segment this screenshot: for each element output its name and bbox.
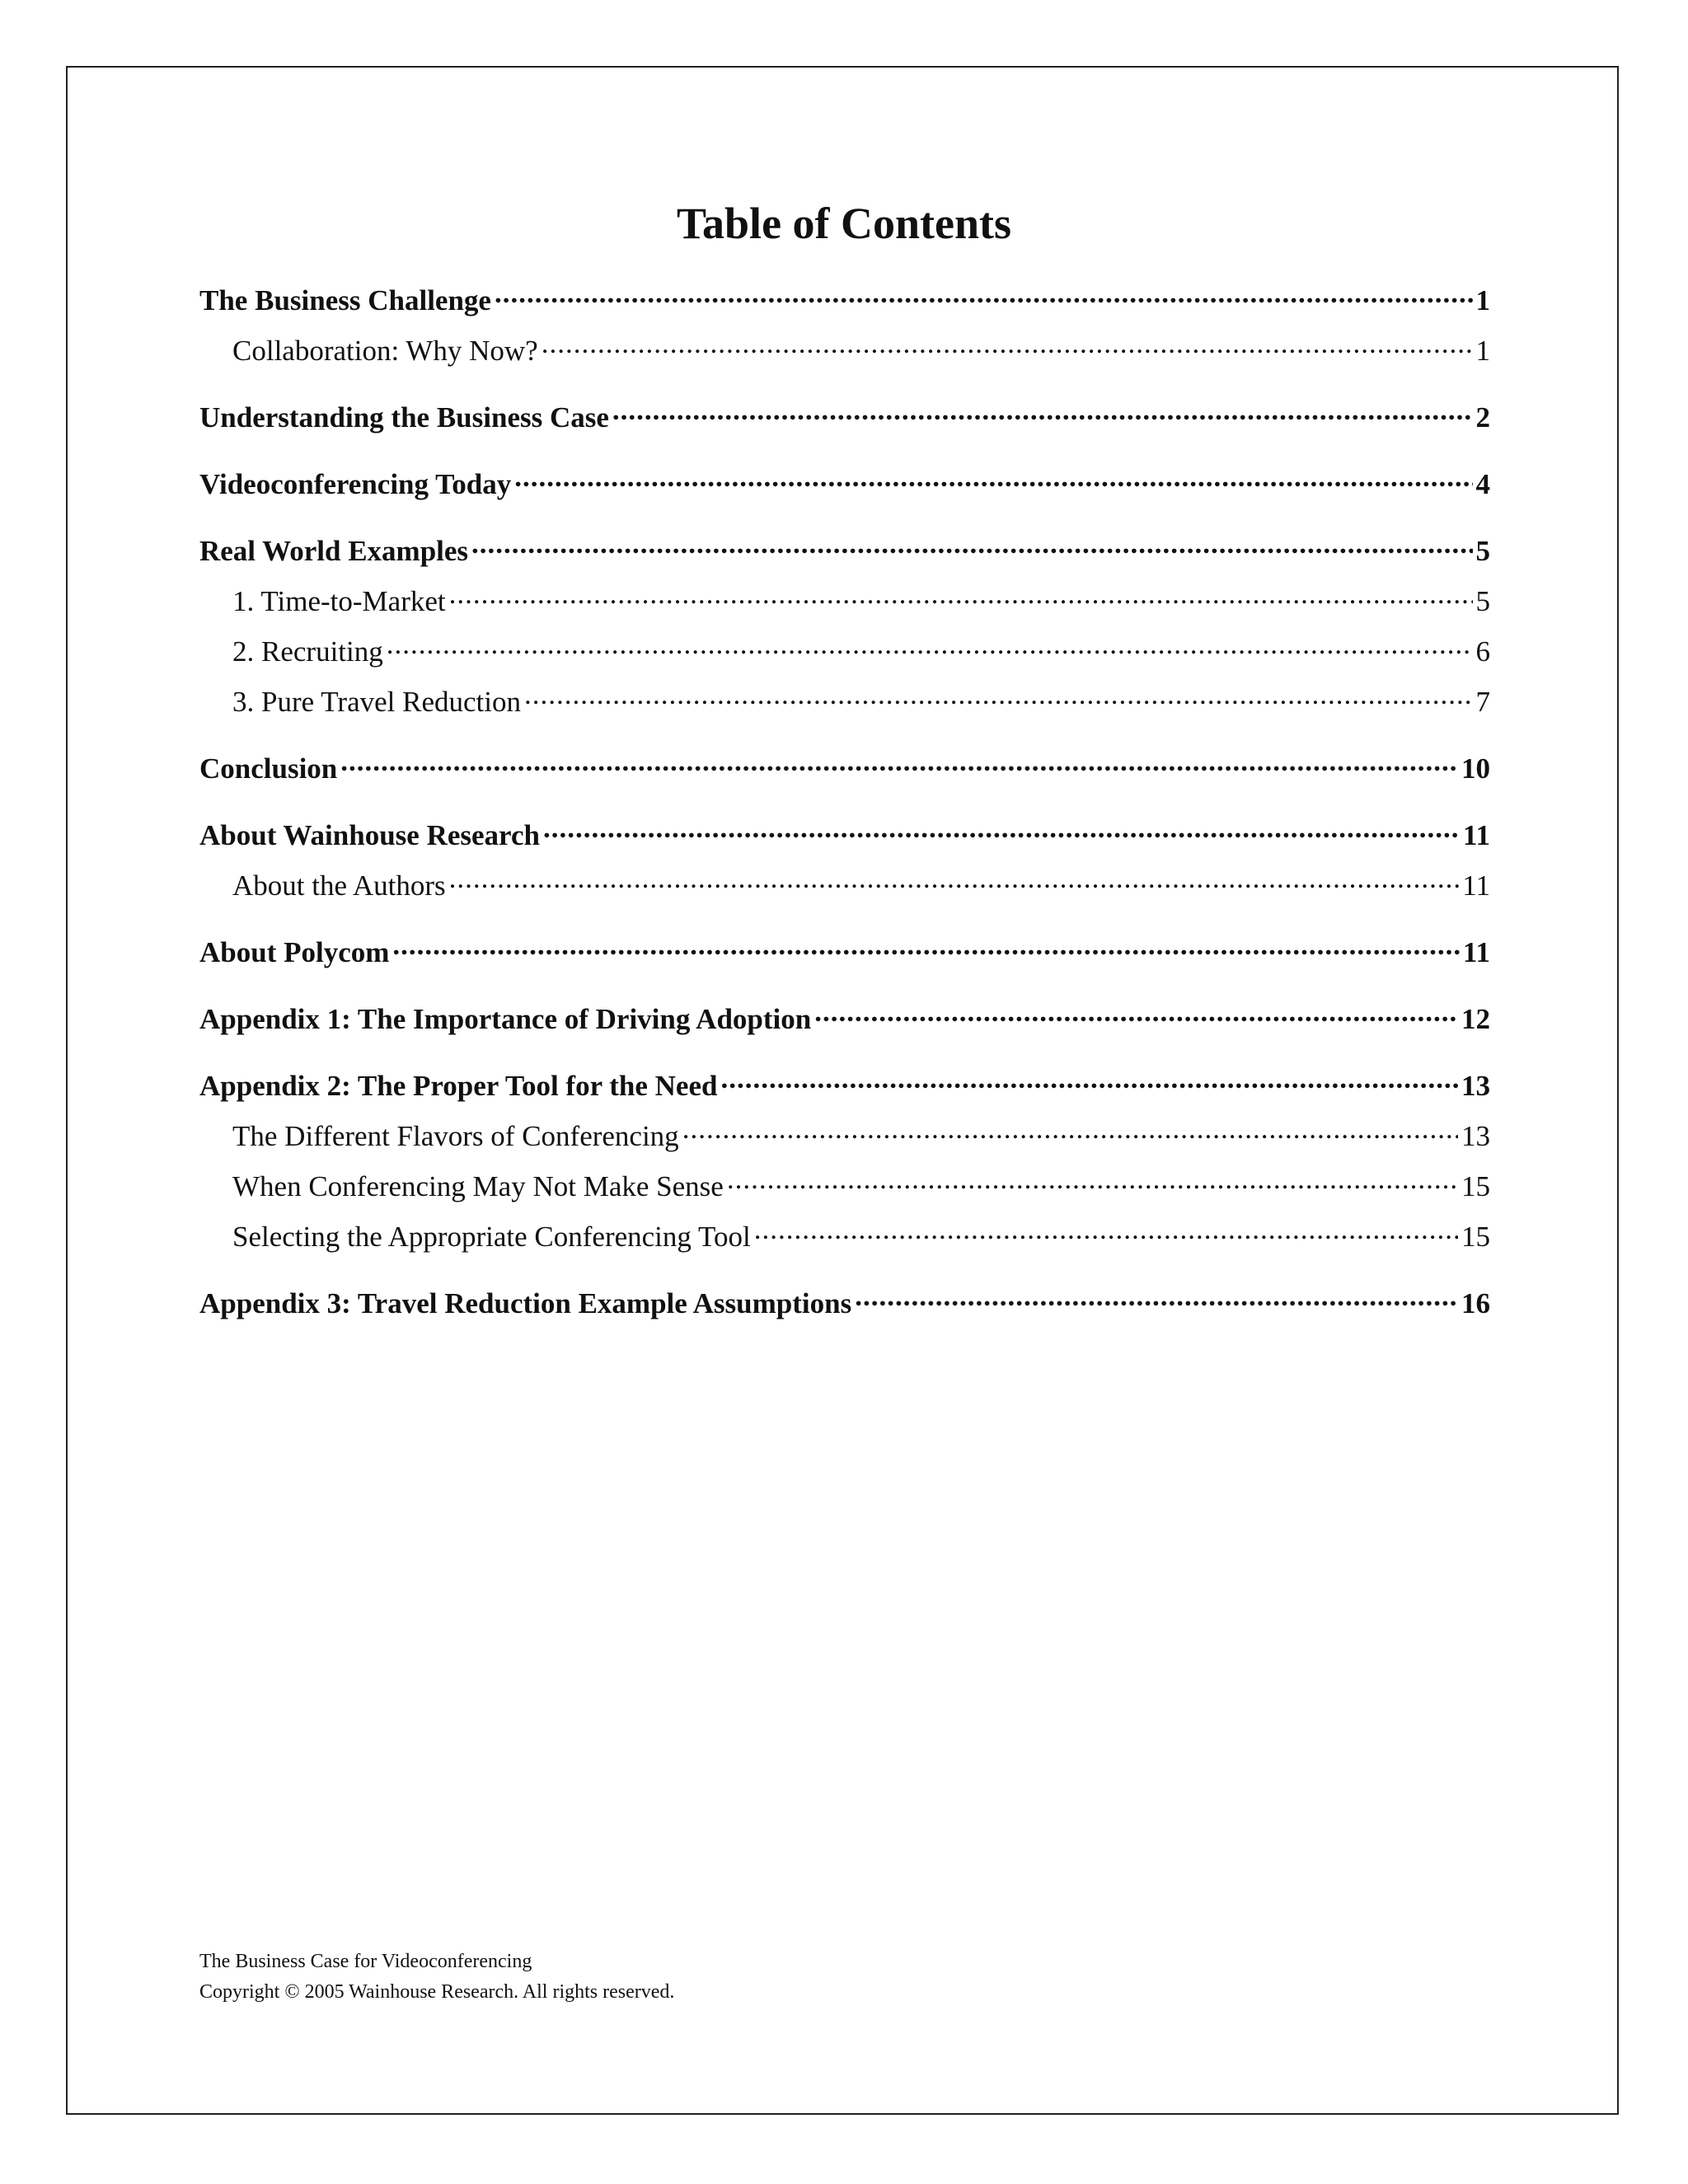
toc-entry-page: 4 xyxy=(1475,468,1490,500)
dot-leader xyxy=(524,682,1473,711)
toc-entry-label: Appendix 1: The Importance of Driving Adoption xyxy=(199,1003,812,1035)
toc-entry-page: 5 xyxy=(1475,535,1490,567)
toc-entry-page: 13 xyxy=(1461,1120,1490,1152)
dot-leader xyxy=(392,932,1460,962)
dot-leader xyxy=(612,397,1473,427)
dot-leader xyxy=(449,865,1460,895)
dot-leader xyxy=(542,330,1473,360)
dot-leader xyxy=(720,1066,1458,1095)
toc-entry[interactable] xyxy=(199,581,1490,621)
dot-leader xyxy=(754,1216,1458,1246)
toc-entry-page: 2 xyxy=(1475,401,1490,434)
footer-document-title: The Business Case for Videoconferencing xyxy=(199,1951,532,1972)
toc-entry[interactable] xyxy=(199,815,1490,855)
toc-entry-page: 5 xyxy=(1475,585,1490,617)
toc-entry-label: About the Authors xyxy=(232,869,446,902)
dot-leader xyxy=(682,1116,1458,1146)
toc-entry-page: 1 xyxy=(1475,335,1490,367)
toc-entry[interactable] xyxy=(199,280,1490,320)
toc-entry-label: Collaboration: Why Now? xyxy=(232,335,538,367)
dot-leader xyxy=(814,999,1458,1029)
page-title: Table of Contents xyxy=(676,199,1012,248)
toc-entry-label: When Conferencing May Not Make Sense xyxy=(232,1170,724,1202)
toc-entry-label: Conclusion xyxy=(199,752,338,785)
toc-entry-label: The Different Flavors of Conferencing xyxy=(232,1120,679,1152)
footer-copyright: Copyright © 2005 Wainhouse Research. All rights reserved. xyxy=(199,1981,675,2003)
dot-leader xyxy=(340,748,1458,778)
toc-entry-page: 13 xyxy=(1461,1070,1490,1102)
toc-entry[interactable] xyxy=(199,999,1490,1038)
page-footer xyxy=(199,1947,674,2008)
dot-leader xyxy=(514,464,1472,494)
dot-leader xyxy=(449,581,1473,611)
toc-entry[interactable] xyxy=(199,932,1490,972)
toc-entry-page: 12 xyxy=(1461,1003,1490,1035)
toc-entry[interactable] xyxy=(199,682,1490,721)
toc-entry-label: Real World Examples xyxy=(199,535,469,567)
toc-entry[interactable] xyxy=(199,865,1490,905)
toc-entry[interactable] xyxy=(199,1066,1490,1105)
toc-entry-label: Appendix 3: Travel Reduction Example Assumptions xyxy=(199,1287,852,1319)
toc-entry-page: 11 xyxy=(1462,869,1490,902)
toc-entry-page: 7 xyxy=(1475,686,1490,718)
toc-entry[interactable] xyxy=(199,531,1490,570)
toc-entry[interactable] xyxy=(199,397,1490,437)
dot-leader xyxy=(471,531,1472,560)
toc-entry[interactable] xyxy=(199,464,1490,504)
toc-entry-page: 6 xyxy=(1475,635,1490,668)
toc-entry-label: About Polycom xyxy=(199,936,390,968)
toc-entry-label: The Business Challenge xyxy=(199,284,491,316)
toc-entry-page: 11 xyxy=(1462,936,1490,968)
dot-leader xyxy=(727,1166,1458,1196)
dot-leader xyxy=(495,280,1473,310)
toc-entry[interactable] xyxy=(199,1116,1490,1155)
toc-entry-page: 15 xyxy=(1461,1170,1490,1202)
toc-entry[interactable] xyxy=(199,1283,1490,1323)
toc-entry-label: Videoconferencing Today xyxy=(199,468,512,500)
toc-entry-label: About Wainhouse Research xyxy=(199,819,540,851)
toc-entry-page: 11 xyxy=(1462,819,1490,851)
toc-entry[interactable] xyxy=(199,748,1490,788)
toc-entry-label: Selecting the Appropriate Conferencing Tool xyxy=(232,1221,751,1253)
toc-entry-label: 3. Pure Travel Reduction xyxy=(232,686,521,718)
toc-entry[interactable] xyxy=(199,631,1490,671)
toc-entry-page: 10 xyxy=(1461,752,1490,785)
toc-entry[interactable] xyxy=(199,1216,1490,1256)
toc-entry-page: 15 xyxy=(1461,1221,1490,1253)
toc-entry-label: Understanding the Business Case xyxy=(199,401,609,434)
dot-leader xyxy=(387,631,1473,661)
dot-leader xyxy=(855,1283,1458,1313)
toc-entry-label: 2. Recruiting xyxy=(232,635,383,668)
toc-entry[interactable] xyxy=(199,1166,1490,1206)
toc-entry-label: Appendix 2: The Proper Tool for the Need xyxy=(199,1070,718,1102)
toc-entry-page: 1 xyxy=(1475,284,1490,316)
toc-entry-page: 16 xyxy=(1461,1287,1490,1319)
dot-leader xyxy=(543,815,1460,845)
toc-entry[interactable] xyxy=(199,330,1490,370)
toc-entry-label: 1. Time-to-Market xyxy=(232,585,446,617)
